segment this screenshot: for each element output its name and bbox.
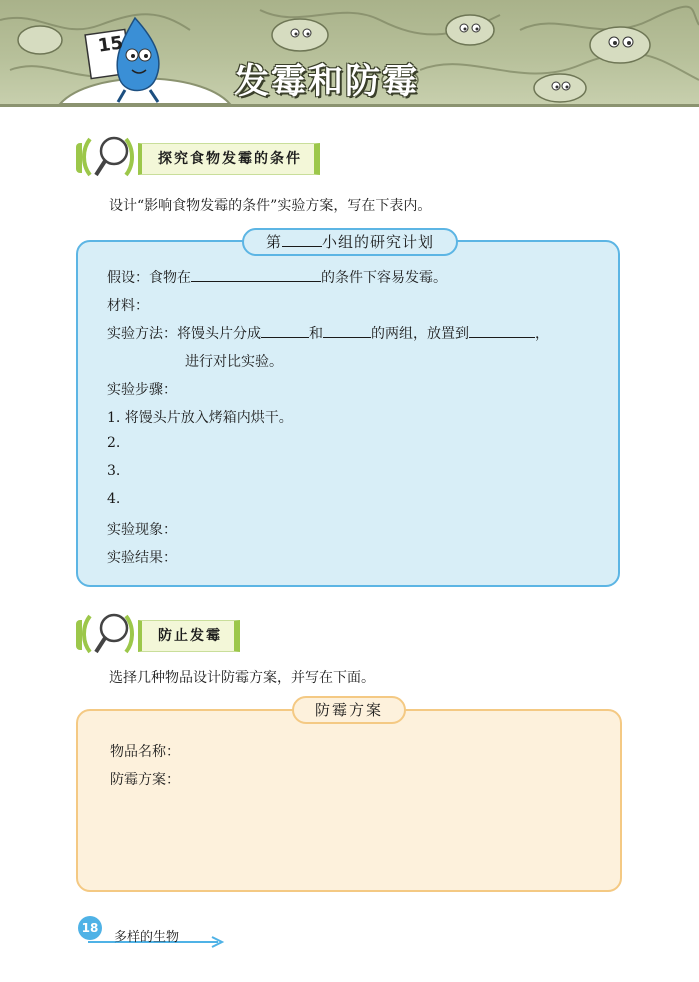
- method-end: ，: [535, 326, 549, 342]
- section-heading-prevent: [76, 620, 276, 654]
- scheme-label: 防霉方案：: [110, 772, 180, 788]
- hypothesis-blank[interactable]: [191, 267, 321, 282]
- hypothesis-label: 假设：食物在: [107, 270, 191, 286]
- hypothesis-suffix: 的条件下容易发霉。: [321, 270, 447, 286]
- step-1: 1. 将馒头片放入烤箱内烘干。: [107, 410, 293, 426]
- magnifier-icon: [76, 135, 136, 183]
- result-label: 实验结果：: [107, 550, 177, 566]
- header-banner: [0, 0, 699, 107]
- anti-mold-box: [76, 709, 622, 892]
- anti-mold-tab: 防霉方案: [292, 696, 406, 724]
- item-name-label: 物品名称：: [110, 744, 180, 760]
- method-mid: 的两组，放置到: [371, 326, 469, 342]
- steps-label: 实验步骤：: [107, 382, 177, 398]
- phenomenon-label: 实验现象：: [107, 522, 177, 538]
- method-label: 实验方法：将馒头片分成: [107, 326, 261, 342]
- section-heading-conditions: [76, 143, 376, 177]
- section-intro: 选择几种物品设计防霉方案，并写在下面。: [109, 670, 375, 686]
- step-2: 2.: [107, 435, 121, 451]
- tab-prefix: 第: [265, 233, 282, 251]
- research-plan-tab: [242, 228, 458, 256]
- step-3: 3.: [107, 463, 121, 479]
- lesson-title: 发霉和防霉: [234, 62, 420, 102]
- step-4: 4.: [107, 491, 121, 507]
- page-number: 18: [78, 916, 102, 940]
- section-title: 防止发霉: [138, 620, 240, 652]
- method-and: 和: [309, 326, 323, 342]
- group-b-blank[interactable]: [323, 323, 371, 338]
- group-number-blank[interactable]: [282, 232, 322, 247]
- magnifier-icon: [76, 612, 136, 660]
- method-line-2: 进行对比实验。: [185, 354, 283, 370]
- section-intro: 设计“影响食物发霉的条件”实验方案，写在下表内。: [109, 198, 432, 214]
- location-blank[interactable]: [469, 323, 535, 338]
- section-title: 探究食物发霉的条件: [138, 143, 320, 175]
- method-line: [107, 323, 549, 343]
- group-a-blank[interactable]: [261, 323, 309, 338]
- tab-suffix: 小组的研究计划: [322, 233, 435, 251]
- hypothesis-line: [107, 267, 447, 287]
- book-title: 多样的生物: [114, 930, 180, 945]
- materials-line: 材料：: [107, 298, 149, 314]
- lesson-number: 15: [96, 32, 125, 57]
- mascot-droplet-icon: [70, 10, 180, 105]
